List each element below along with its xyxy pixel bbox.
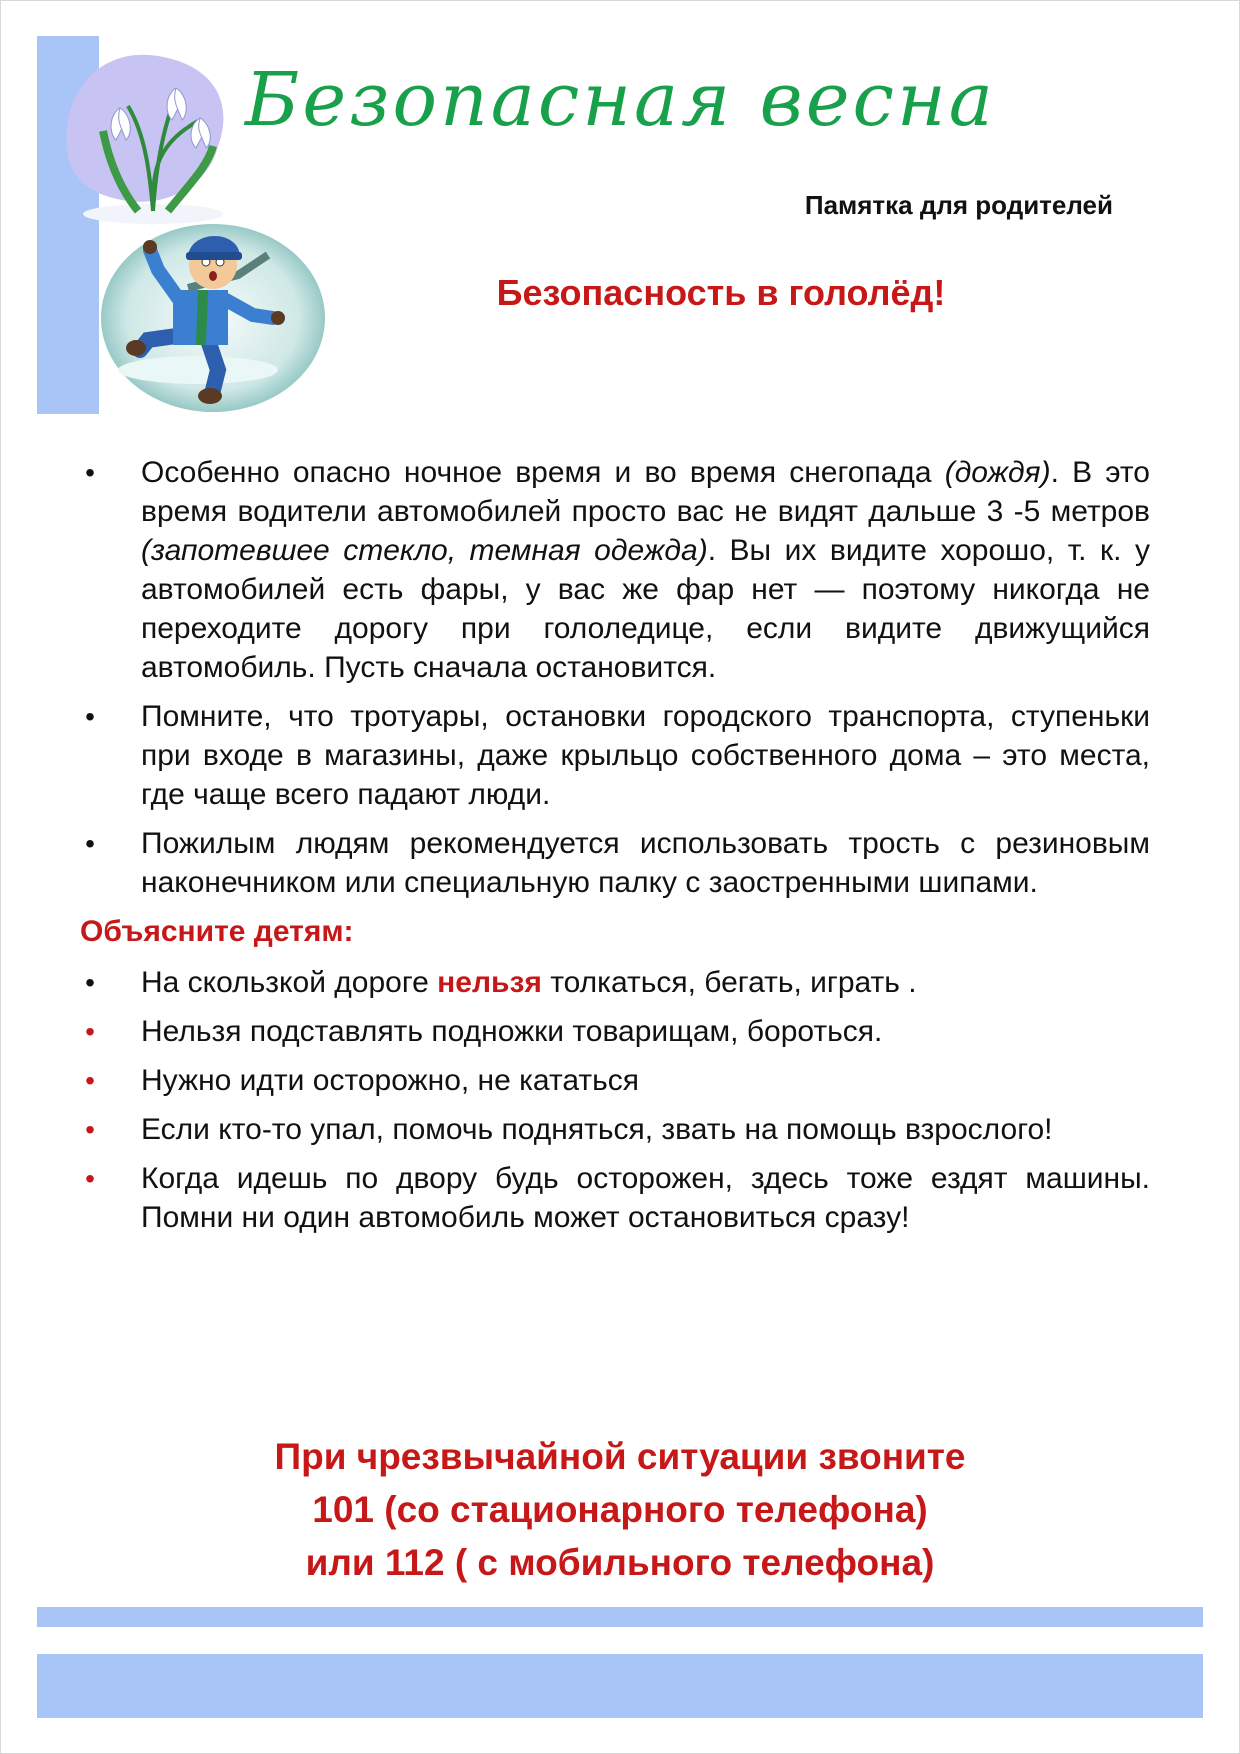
- memo-label: Памятка для родителей: [804, 190, 1113, 220]
- slipping-boy-on-ice-icon: [88, 220, 328, 416]
- bullet-icon: •: [85, 1016, 95, 1047]
- section-title: Безопасность в гололёд!: [496, 272, 946, 313]
- emergency-line-2: 101 (со стационарного телефона): [312, 1489, 928, 1530]
- footer-stripe-top: [37, 1607, 1203, 1627]
- bullet-icon: •: [85, 1065, 95, 1096]
- main-content: [80, 453, 1150, 1247]
- bullet-icon: •: [85, 1114, 95, 1145]
- forbidden-word: нельзя: [437, 966, 542, 999]
- page-title: Безопасная весна: [245, 57, 996, 143]
- list-item: • Если кто-то упал, помочь подняться, звать на помощь взрослого!: [80, 1110, 1150, 1149]
- emergency-notice: [120, 1430, 1120, 1589]
- footer-stripe-bottom: [37, 1654, 1203, 1718]
- list-item: • Пожилым людям рекомендуется использовать трость с резиновым наконечником или специальную палку с заостренными шипами.: [80, 824, 1150, 902]
- list-item: • На скользкой дороге нельзя толкаться, бегать, играть .: [80, 963, 1150, 1002]
- list-item: • Нужно идти осторожно, не кататься: [80, 1061, 1150, 1100]
- bullet-icon: •: [85, 701, 95, 732]
- list-item: • Когда идешь по двору будь осторожен, здесь тоже ездят машины. Помни ни один автомобиль может остановиться сразу!: [80, 1159, 1150, 1237]
- bullet-icon: •: [85, 828, 95, 859]
- snowdrops-flower-icon: [58, 36, 238, 226]
- emergency-line-3: или 112 ( с мобильного телефона): [305, 1542, 935, 1583]
- kids-rules-list: [80, 963, 1150, 1237]
- safety-points-list: [80, 453, 1150, 902]
- explain-heading: Объясните детям:: [80, 915, 354, 948]
- bullet-icon: •: [85, 457, 95, 488]
- list-item: • Особенно опасно ночное время и во время снегопада (дождя). В это время водители автомобилей просто вас не видят дальше 3 -5 метров (запотевшее стекло, темная одежда). Вы их видите хорошо, т. к. у автомобилей есть фары, у вас же фар нет — поэтому никогда не переходите дорогу при гололедице, если видите движущийся автомобиль. Пусть сначала остановится.: [80, 453, 1150, 687]
- bullet-icon: •: [85, 967, 95, 998]
- list-item: • Помните, что тротуары, остановки городского транспорта, ступеньки при входе в магазины, даже крыльцо собственного дома – это места, где чаще всего падают люди.: [80, 697, 1150, 814]
- emergency-line-1: При чрезвычайной ситуации звоните: [274, 1436, 966, 1477]
- bullet-icon: •: [85, 1163, 95, 1194]
- list-item: • Нельзя подставлять подножки товарищам, бороться.: [80, 1012, 1150, 1051]
